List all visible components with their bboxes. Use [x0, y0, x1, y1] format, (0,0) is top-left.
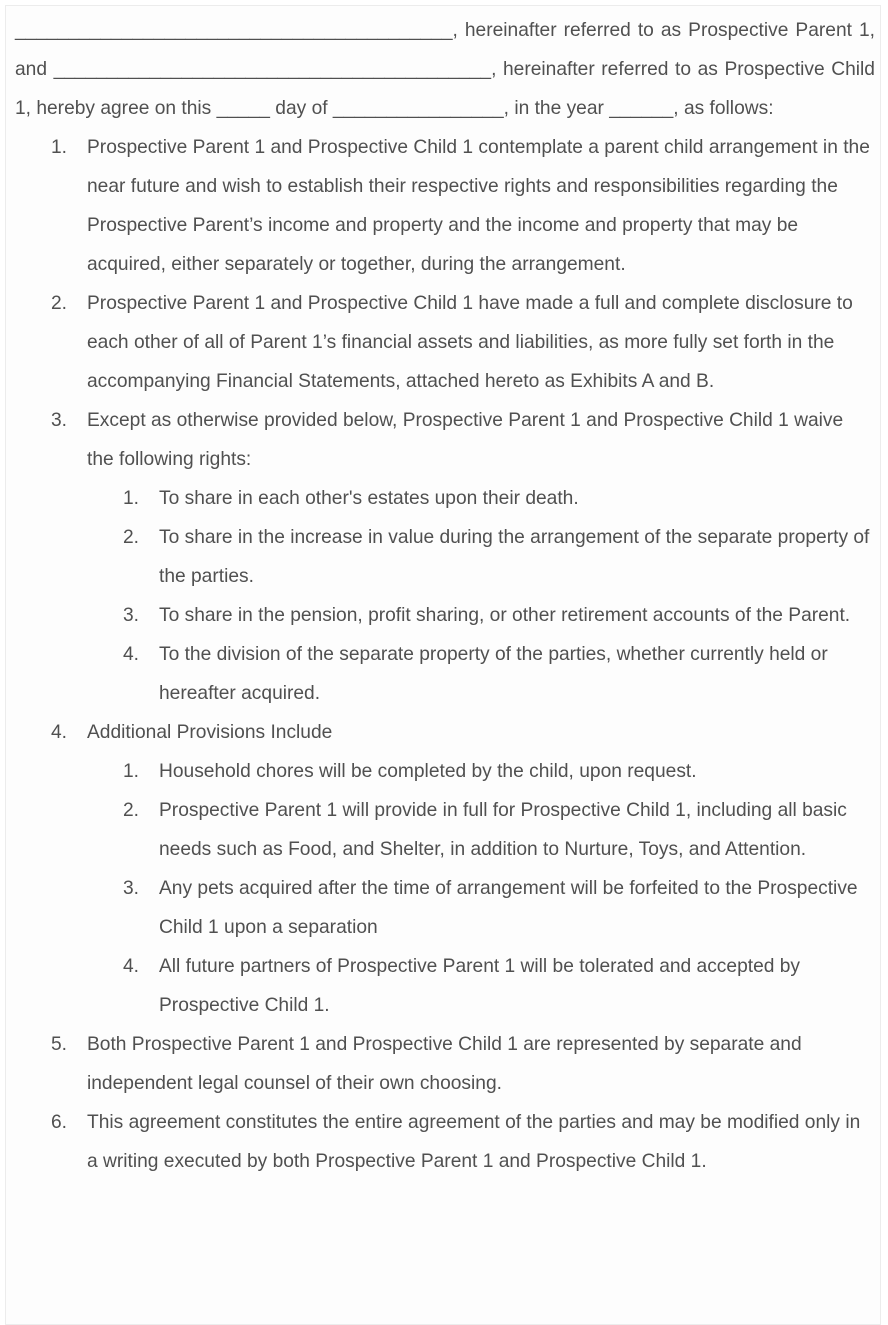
intro-text-5: , as follows:: [673, 98, 774, 119]
subclause-item: [87, 791, 875, 869]
subclause-text: All future partners of Prospective Parent 1 will be tolerated and accepted by Prospective Child 1.: [159, 956, 801, 1016]
clause-text: Prospective Parent 1 and Prospective Child 1 contemplate a parent child arrangement in the near future and wish to establish their respective rights and responsibilities regarding the Prospective Parent’s income and property and the income and property that may be acquired, either separately or together, during the arrangement.: [87, 137, 870, 275]
subclause-list: [87, 752, 875, 1025]
child-name-blank: _________________________________________: [53, 59, 492, 80]
day-blank: _____: [216, 98, 270, 119]
clause-item: [15, 1103, 875, 1181]
subclause-number: 2.: [123, 527, 140, 548]
clause-item: [15, 401, 875, 713]
clause-number: 6.: [51, 1112, 68, 1133]
clause-number: 2.: [51, 293, 68, 314]
subclause-number: 3.: [123, 878, 140, 899]
subclause-text: To share in each other's estates upon their death.: [159, 488, 579, 509]
subclause-item: [87, 518, 875, 596]
intro-text-1: , hereinafter referred to as Prospective Parent 1, and: [15, 20, 875, 80]
subclause-item: [87, 479, 875, 518]
clause-number: 3.: [51, 410, 68, 431]
clause-text: Additional Provisions Include: [87, 722, 333, 743]
subclause-number: 1.: [123, 488, 140, 509]
clause-item: [15, 713, 875, 1025]
clause-item: [15, 284, 875, 401]
subclause-item: [87, 596, 875, 635]
subclause-text: Household chores will be completed by the child, upon request.: [159, 761, 697, 782]
subclause-number: 2.: [123, 800, 140, 821]
subclause-item: [87, 869, 875, 947]
subclause-list: [87, 479, 875, 713]
intro-text-4: , in the year: [503, 98, 610, 119]
subclause-item: [87, 752, 875, 791]
intro-text-2: , hereinafter referred to as Prospective Child 1, hereby agree on this: [15, 59, 875, 119]
parent-name-blank: _________________________________________: [15, 20, 453, 41]
subclause-number: 1.: [123, 761, 140, 782]
month-blank: ________________: [332, 98, 504, 119]
subclause-text: To share in the increase in value during the arrangement of the separate property of the parties.: [159, 527, 870, 587]
intro-paragraph: [15, 11, 875, 128]
clause-text: Both Prospective Parent 1 and Prospective Child 1 are represented by separate and independent legal counsel of their own choosing.: [87, 1034, 802, 1094]
subclause-item: [87, 947, 875, 1025]
agreement-body: [15, 11, 875, 1181]
clause-text: This agreement constitutes the entire agreement of the parties and may be modified only in a writing executed by both Prospective Parent 1 and Prospective Child 1.: [87, 1112, 861, 1172]
clause-text: Prospective Parent 1 and Prospective Child 1 have made a full and complete disclosure to each other of all of Parent 1’s financial assets and liabilities, as more fully set forth in the accompanying Financial Statements, attached hereto as Exhibits A and B.: [87, 293, 853, 392]
clause-number: 4.: [51, 722, 68, 743]
clause-text: Except as otherwise provided below, Prospective Parent 1 and Prospective Child 1 waive the following rights:: [87, 410, 844, 470]
subclause-text: Prospective Parent 1 will provide in full for Prospective Child 1, including all basic needs such as Food, and Shelter, in addition to Nurture, Toys, and Attention.: [159, 800, 847, 860]
year-blank: ______: [609, 98, 674, 119]
subclause-number: 4.: [123, 956, 140, 977]
subclause-number: 3.: [123, 605, 140, 626]
subclause-text: Any pets acquired after the time of arrangement will be forfeited to the Prospective Child 1 upon a separation: [159, 878, 858, 938]
clause-number: 5.: [51, 1034, 68, 1055]
intro-text-3: day of: [269, 98, 333, 119]
subclause-item: [87, 635, 875, 713]
clause-item: [15, 128, 875, 284]
subclause-text: To the division of the separate property of the parties, whether currently held or hereafter acquired.: [159, 644, 828, 704]
subclause-text: To share in the pension, profit sharing, or other retirement accounts of the Parent.: [159, 605, 851, 626]
clause-item: [15, 1025, 875, 1103]
clause-list: [15, 128, 875, 1181]
subclause-number: 4.: [123, 644, 140, 665]
clause-number: 1.: [51, 137, 68, 158]
